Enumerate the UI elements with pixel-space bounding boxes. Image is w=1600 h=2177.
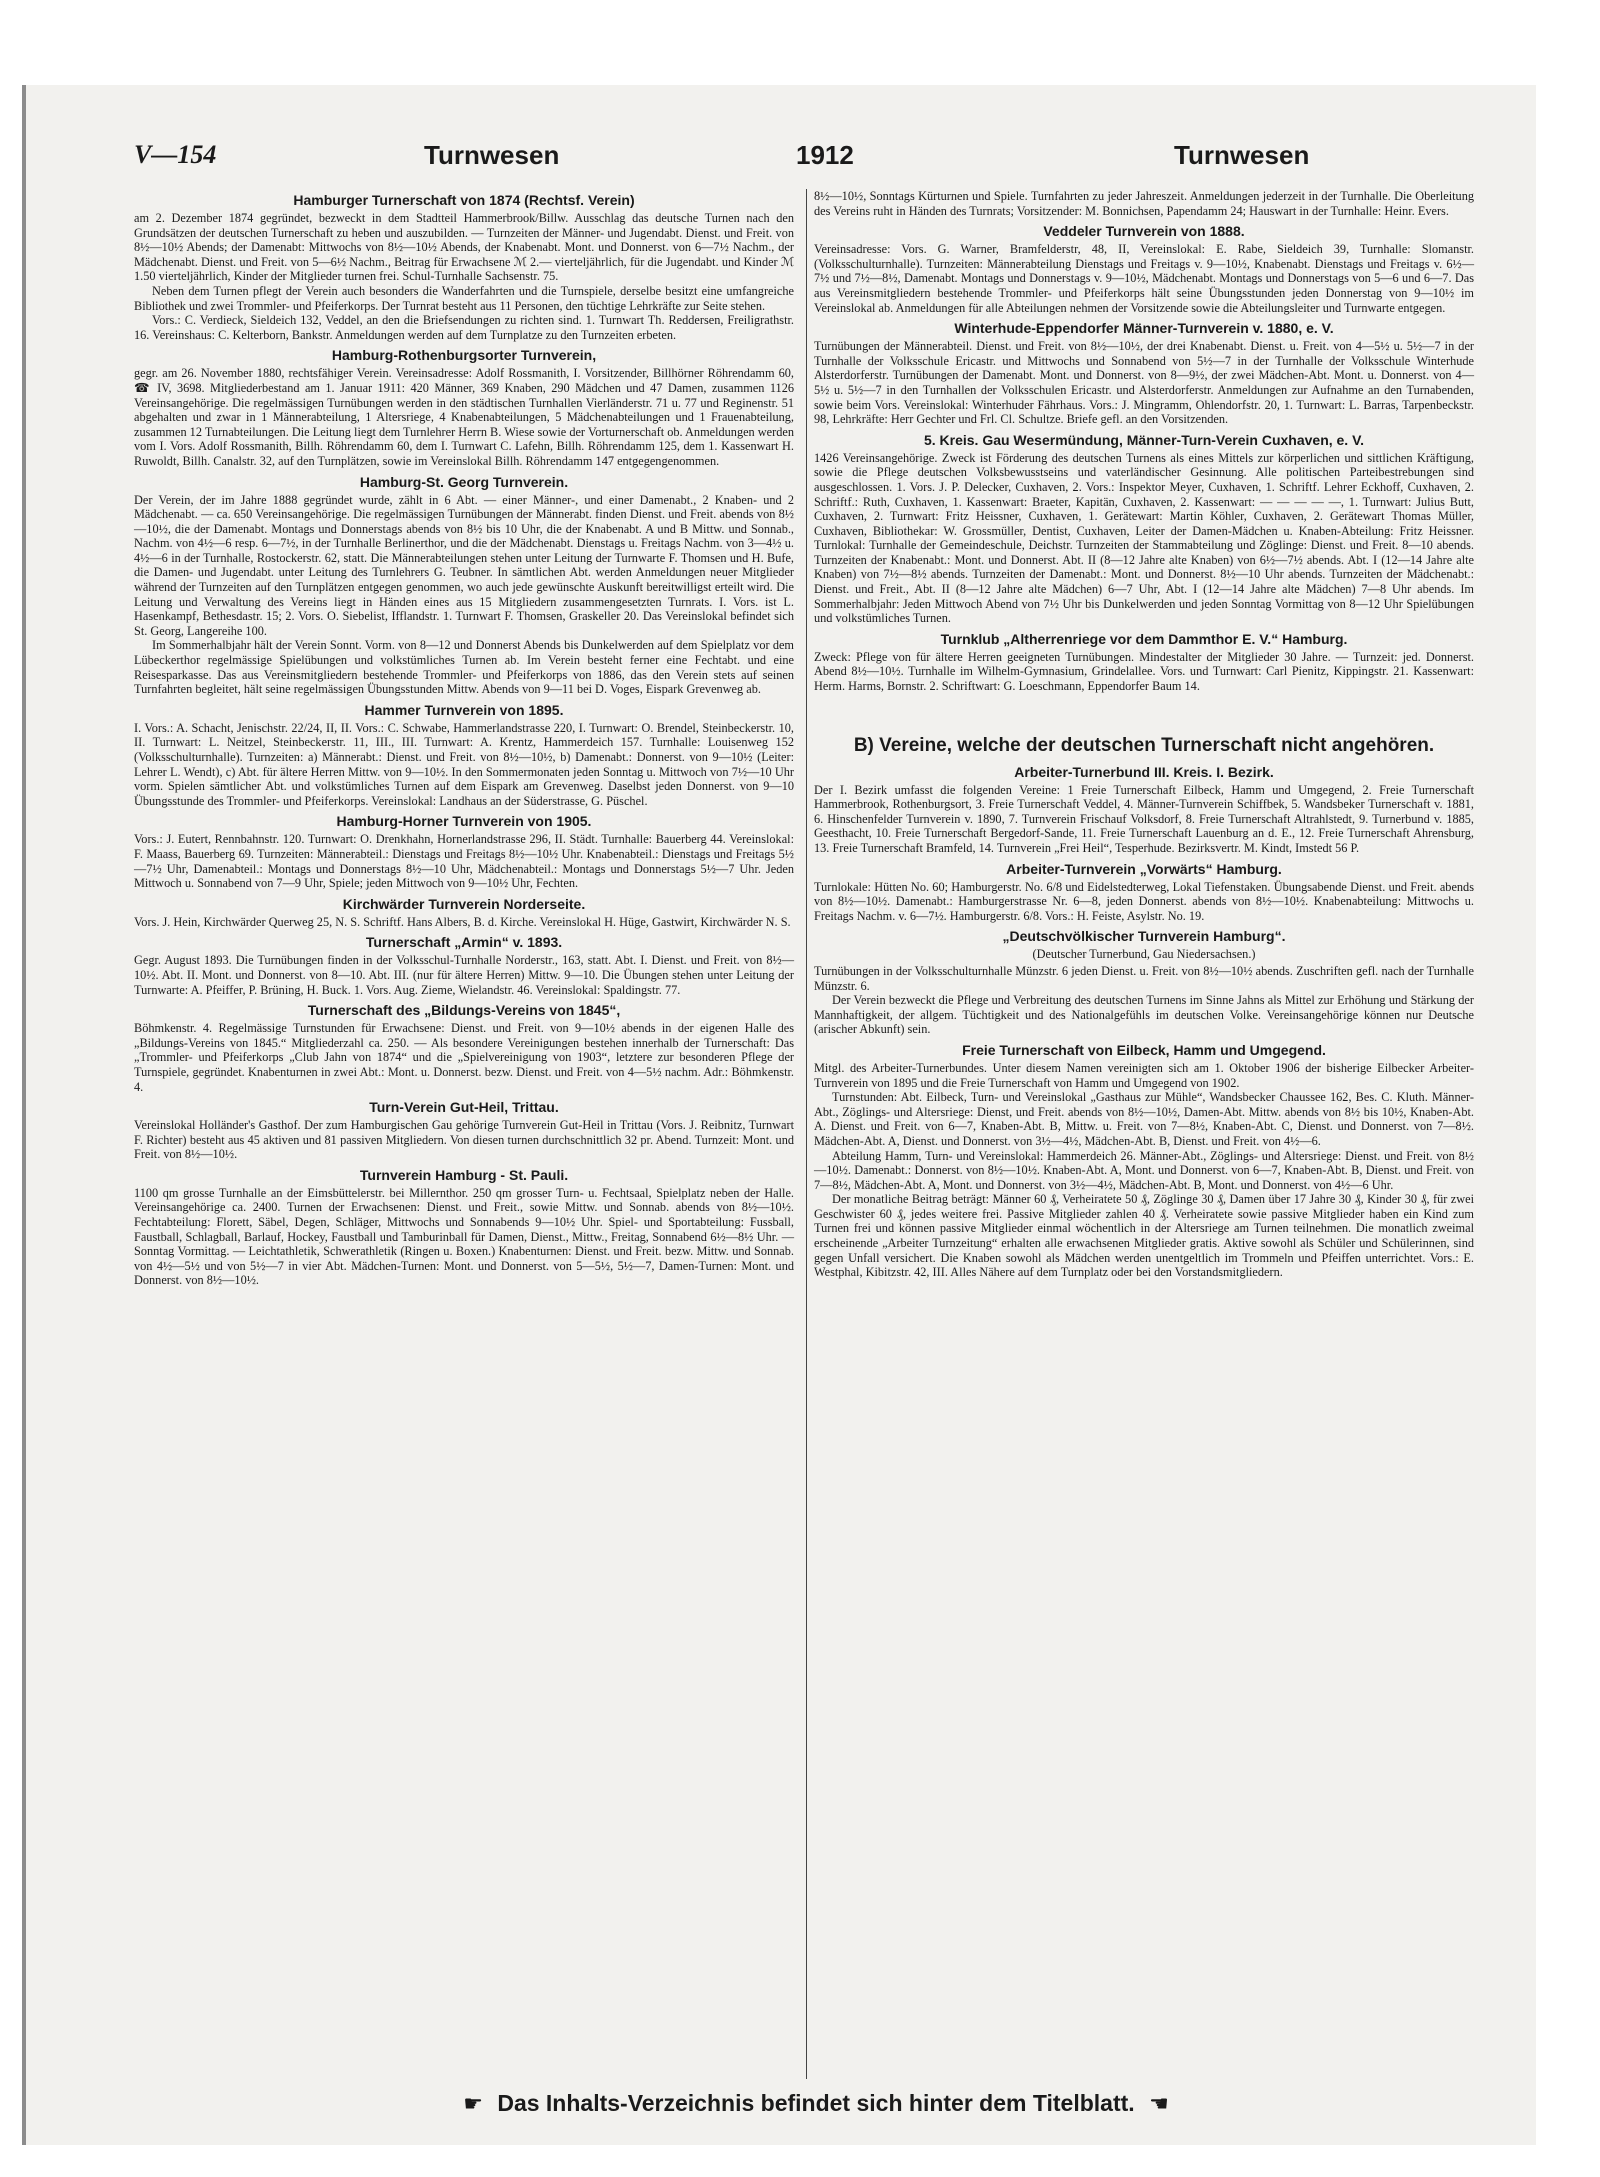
club-title: Turnerschaft des „Bildungs-Vereins von 1845“, <box>307 1002 621 1019</box>
club-paragraph: Gegr. August 1893. Die Turnübungen finden in der Volksschul-Turnhalle Norderstr., 163, statt. Abt. I. Dienst. und Freit. von 8½—10½. Abt. II. Mont. und Donnerst. von 8—10. Abt. III. (nur für ältere Herren) Mittw. 9—10. Die Übungen stehen unter Leitung der Turnwarte: A. Pfeiffer, P. Brüning, H. Buck. 1. Vors. Aug. Zieme, Wielandstr. 46. Vereinslokal: Spaldingstr. 77. <box>134 953 794 997</box>
club-title: Arbeiter-Turnverein „Vorwärts“ Hamburg. <box>1006 860 1282 877</box>
club-title: Freie Turnerschaft von Eilbeck, Hamm und Umgegend. <box>962 1041 1326 1058</box>
club-paragraph: Vors. J. Hein, Kirchwärder Querweg 25, N. S. Schriftf. Hans Albers, B. d. Kirche. Vereinslokal H. Hüge, Gastwirt, Kirchwärder N. S. <box>134 914 791 929</box>
club-paragraph: Der Verein, der im Jahre 1888 gegründet wurde, zählt in 6 Abt. — einer Männer-, und einer Damenabt., 2 Knaben- und 2 Mädchenabt. — ca. 650 Vereinsangehörige. Die regelmässigen Turnübungen der Männerabt. finden Dienst. und Freit. abends von 8½—10½, die der Damenabt. Montags und Donnerstags abends von 8½ bis 10 Uhr, die der Knabenabt. A und B Mittw. und Sonnab., Nachm. von 4½—6 resp. 6—7½, in der Turnhalle Berlinerthor, und die der Mädchenabt. Dienstags u. Freitags Nachm. von 3—4½ u. 4½—6 in der Turnhalle, Rostockerstr. 62, statt. Die Männerabteilungen stehen unter Leitung der Turnwarte F. Thomsen und H. Bufe, die Damen- und Jugendabt. unter Leitung des Turnlehrers G. Teubner. In sämtlichen Abt. werden Anmeldungen neuer Mitglieder während der Turnzeiten auf den Turnplätzen entgegen genommen, wo auch jede gewünschte Auskunft bereitwilligst erteilt wird. Die Leitung und Verwaltung des Vereins liegt in Händen eines aus 15 Mitgliedern zusammengesetzten Turnrats. I. Vors. ist L. Hasenkampf, Bethesdastr. 15; 2. Vors. O. Siebelist, Ifflandstr. 1. Turnwart F. Thomsen, Graskeller 20. Das Vereinslokal befindet sich St. Georg, Langereihe 100. <box>134 492 794 638</box>
club-title: Hammer Turnverein von 1895. <box>364 701 564 718</box>
club-entry <box>814 223 1474 315</box>
club-title: Arbeiter-Turnerbund III. Kreis. I. Bezirk. <box>1014 763 1274 780</box>
club-entry <box>134 896 794 930</box>
club-paragraph: Vereinslokal Holländer's Gasthof. Der zum Hamburgischen Gau gehörige Turnverein Gut-Heil in Trittau (Vors. J. Reibnitz, Turnwart F. Richter) besteht aus 45 aktiven und 81 passiven Mitgliedern. Von diesen turnen durchschnittlich 32 pr. Abend. Turnzeit: Mont. und Freit. von 8½—10½. <box>134 1118 794 1162</box>
club-title: Turnerschaft „Armin“ v. 1893. <box>365 934 563 951</box>
pointing-hand-icon: ☚ <box>1149 2091 1169 2116</box>
club-entry <box>814 432 1474 626</box>
club-entry <box>814 928 1474 1037</box>
club-paragraph: Abteilung Hamm, Turn- und Vereinslokal: Hammerdeich 26. Männer-Abt., Zöglings- und Altersriege: Dienst. und Freit. von 8½—10½. Damenabt.: Donnerst. von 8½—10½. Knaben-Abt. A, Mont. und Donnerst. von 6—7, Knaben-Abt. B, Dienst. und Freit. von 7—8½, Mädchen-Abt. A, Mont. und Donnerst. von 3½—4½, Mädchen-Abt. B, Mont. und Donnerst. von 4½—6 Uhr. <box>814 1148 1474 1192</box>
club-paragraph: Im Sommerhalbjahr hält der Verein Sonnt. Vorm. von 8—12 und Donnerst Abends bis Dunkelwerden auf dem Spielplatz vor dem Lübeckerthor regelmässige Spielübungen und volkstümliches Turnen ab. Im Verein besteht ferner eine Fechtabt. und eine Reisesparkasse. Das aus Vereinsmitgliedern bestehende Trommler- und Pfeiferkorps von 1886, das den Verein stets auf seinen Turnfahrten begleitet, hält seine regelmässigen Übungsstunden Mittw. Abends von 9—11 bei D. Voges, Eispark Grevenweg ab. <box>134 638 794 697</box>
club-paragraph: Mitgl. des Arbeiter-Turnerbundes. Unter diesem Namen vereinigten sich am 1. Oktober 1906 der bisherige Eilbecker Arbeiter-Turnverein von 1895 und die Freie Turnerschaft von Hamm und Umgegend von 1902. <box>814 1060 1474 1090</box>
club-paragraph: am 2. Dezember 1874 gegründet, bezweckt in dem Stadtteil Hammerbrook/Billw. Ausschlag das deutsche Turnen nach den Grundsätzen der deutschen Turnerschaft zu heben und auszubilden. — Turnzeiten der Männer- und Jugendabt. Dienst. und Freit. von 8½—10½ Abends; der Damenabt: Mittwochs von 8½—10½ Abends, der Knabenabt. Mont. und Donnerst. von 6—7½ Nachm., der Mädchenabt. Dienst. und Freit. von 5—6½ Nachm., Beitrag für Erwachsene ℳ 2.— vierteljährlich, für die Jugendabt. und Kinder ℳ 1.50 vierteljährlich, Kinder der Mitglieder turnen frei. Schul-Turnhalle Sachsenstr. 75. <box>134 211 794 284</box>
club-entry <box>814 861 1474 924</box>
club-title: Turn-Verein Gut-Heil, Trittau. <box>369 1099 559 1116</box>
club-entry <box>134 813 794 890</box>
club-paragraph: Vors.: J. Eutert, Rennbahnstr. 120. Turnwart: O. Drenkhahn, Hornerlandstrasse 296, II. Städt. Turnhalle: Bauerberg 44. Vereinslokal: F. Maass, Bauerberg 69. Turnzeiten: Männerabteil.: Dienstags und Freitags 8½—10½ Uhr. Knabenabteil.: Dienstags und Freitags 5½—7½ Uhr, Damenabteil.: Montags und Donnerstags 8½—10 Uhr, Mädchenabteil.: Montags und Donnerstags 5½—7 Uhr. Jeden Mittwoch u. Sonnabend von 7—9 Uhr, Spiele; jeden Mittwoch von 9—10½ Uhr, Fechten. <box>134 832 794 891</box>
club-subtitle: (Deutscher Turnerbund, Gau Niedersachsen.) <box>1032 947 1256 962</box>
club-paragraph: Turnübungen in der Volksschulturnhalle Münzstr. 6 jeden Dienst. u. Freit. von 8½—10½ abends. Zuschriften gefl. nach der Turnhalle Münzstr. 6. <box>814 963 1474 993</box>
year-heading: 1912 <box>796 140 854 170</box>
club-paragraph: 1100 qm grosse Turnhalle an der Eimsbüttelerstr. bei Millernthor. 250 qm grosser Turn- u. Fechtsaal, Spielplatz neben der Halle. Vereinsangehörige ca. 2400. Turnen der Erwachsenen: Dienst. und Freit., sowie Mittw. und Sonnab. abends von 8½—10½. Fechtabteilung: Florett, Säbel, Degen, Schläger, Mittwochs und Sonnabends 9—10½ Uhr. Spiel- und Sportabteilung: Fussball, Faustball, Schlagball, Barlauf, Hockey, Faustball und Tamburinball für Damen, Dienst., Mittw., Freitag, Sonnabend 6½—8½ Uhr. — Sonntag Vormittag. — Leichtathletik, Schwerathletik (Ringen u. Boxen.) Knabenturnen: Dienst. und Freit. bezw. Mittw. und Sonnab. von 4½—5½ und von 5½—7 in vier Abt. Mädchen-Turnen: Mont. und Donnerst. von 5—5½, 5½—7, Damen-Turnen: Mont. und Donnerst. von 8½—10½. <box>134 1185 794 1288</box>
club-paragraph: Zweck: Pflege von für ältere Herren geeigneten Turnübungen. Mindestalter der Mitglieder 30 Jahre. — Turnzeit: jed. Donnerst. Abend 8½—10½. Turnhalle im Wilhelm-Gymnasium, Grindelallee. Vors. und Turnwart: Carl Pienitz, Kippingstr. 21. Kassenwart: Herm. Harms, Bornstr. 2. Schriftwart: G. Loeschmann, Eppendorfer Baum 14. <box>814 649 1474 694</box>
club-entry <box>134 1002 794 1094</box>
club-title: Hamburger Turnerschaft von 1874 (Rechtsf. Verein) <box>293 192 635 208</box>
club-paragraph: Böhmkenstr. 4. Regelmässige Turnstunden für Erwachsene: Dienst. und Freit. von 9—10½ abends in der eigenen Halle des „Bildungs-Vereins von 1845.“ Mitgliederzahl ca. 250. — Als besondere Vereinigungen bestehen innerhalb der Turnerschaft: Das „Trommler- und Pfeiferkorps „Club Jahn von 1874“ und die „Spielvereinigung von 1903“, letztere zur besonderen Pflege der Turnspiele, gegründet. Knabenturnen in zwei Abt.: Mont. u. Donnerst. bezw. Dienst. und Freit. von 4—5½ nachm. Adr.: Böhmkenstr. 4. <box>134 1021 794 1094</box>
club-entry <box>814 320 1474 427</box>
club-paragraph: Der I. Bezirk umfasst die folgenden Vereine: 1 Freie Turnerschaft Eilbeck, Hamm und Umgegend, 2. Freie Turnerschaft Hammerbrook, Rothenburgsort, 3. Freie Turnerschaft Veddel, 4. Männer-Turnverein Schiffbek, 5. Wandsbeker Turnerschaft v. 1881, 6. Hinschenfelder Turnverein v. 1890, 7. Turnverein Frischauf Volksdorf, 8. Freie Turnerschaft Altrahlstedt, 9. Turnerbund v. 1885, Geesthacht, 10. Freie Turnerschaft Bergedorf-Sande, 11. Freie Turnerschaft Lauenburg an d. E., 12. Freie Turnerschaft Ahrensburg, 13. Freie Turnerschaft Bramfeld, 14. Turnverein „Frei Heil“, Tesperhude. Bezirksvertr. M. Kindt, Imstedt 56 P. <box>814 782 1474 855</box>
club-entry <box>134 934 794 997</box>
page-header <box>134 140 1494 180</box>
club-entry <box>814 764 1474 856</box>
club-paragraph: Turnübungen der Männerabteil. Dienst. und Freit. von 8½—10½, der drei Knabenabt. Dienst. u. Freit. von 4—5½ u. 5½—7 in der Turnhalle der Volksschule Ericastr. und Mittwochs und Sonnabend von 5½—7 in der Turnhalle der Volksschule Winterhude Alsterdorferstr. Turnübungen der Damenabt. Mont. und Donnerst. von 8—9½, der zwei Mädchen-Abt. Mont. u. Donnerst. von 4—5½ u. 5½—7 in den Turnhallen der Volksschulen Ericastr. und Alsterdorferstr. Anmeldungen zur Aufnahme an den Turnabenden, sowie beim Vors. Vereinslokal: Winterhuder Fährhaus. Vors.: J. Mingramm, Ohlendorfstr. 20, 1. Turnwart: L. Barras, Tarpenbeckstr. 98, Lehrkräfte: Herr Gechter und Frl. Cl. Schultze. Briefe gefl. an den Vorsitzenden. <box>814 339 1474 427</box>
club-title: Veddeler Turnverein von 1888. <box>1043 223 1245 240</box>
club-title: Hamburg-Rothenburgsorter Turnverein, <box>331 347 597 364</box>
club-entry <box>134 192 794 342</box>
page-number: V—154 <box>134 140 217 169</box>
club-title: „Deutschvölkischer Turnverein Hamburg“. <box>1002 928 1286 945</box>
left-column <box>134 189 794 1293</box>
group-b-heading: B) Vereine, welche der deutschen Turnerschaft nicht angehören. <box>853 734 1435 756</box>
right-column <box>814 189 1474 1285</box>
club-paragraph: gegr. am 26. November 1880, rechtsfähiger Verein. Vereinsadresse: Adolf Rossmanith, I. Vorsitzender, Billhörner Röhrendamm 60, ☎ IV, 3698. Mitgliederbestand am 1. Januar 1911: 420 Männer, 369 Knaben, 290 Mädchen und 47 Damen, zusammen 1126 Vereinsangehörige. Die regelmässigen Turnübungen werden in den städtischen Turnhallen Vierländerstr. 71 u. 77 und Reginenstr. 51 abgehalten und zwar in 1 Männerabteilung, 1 Altersriege, 4 Knabenabteilungen, 5 Mädchenabteilungen und 1 Frauenabteilung, zusammen 12 Turnabteilungen. Die Leitung liegt dem Turnlehrer Herrn B. Wiese sowie der Vorturnerschaft ob. Anmeldungen werden vom I. Vors. Adolf Rossmanith, Billh. Röhrendamm 60, dem I. Turnwart C. Lafehn, Billh. Röhrendamm 125, dem 1. Kassenwart H. Ruwoldt, Billh. Canalstr. 32, auf den Turnplätzen, sowie im Vereinslokal Billh. Röhrendamm 147 entgegengenommen. <box>134 366 794 468</box>
column-divider <box>806 189 807 2079</box>
club-title: Hamburg-Horner Turnverein von 1905. <box>336 813 592 830</box>
club-paragraph: Vereinsadresse: Vors. G. Warner, Bramfelderstr, 48, II, Vereinslokal: E. Rabe, Sieldeich 39, Turnhalle: Slomanstr. (Volksschulturnhalle). Turnzeiten: Männerabteilung Dienstags und Freitags v. 9—10½, Knabenabt. Dienstags und Freitags v. 6½—7½ und 7½—8½, Damenabt. Montags und Donnerstags v. 9—10½, Mädchenabt. Montags und Donnerstags von 5—6 und 6—7. Das aus Vereinsmitgliedern bestehende Trommler- und Pfeiferkorps hält seine Übungsstunden jeden Donnerstag von 9—10½ im Vereinslokal ab. Anmeldungen für alle Abteilungen nehmen der Vorsitzende sowie die Abteilungsleiter und Turnwarte entgegen. <box>814 242 1474 315</box>
footer-note <box>266 2090 1366 2126</box>
club-paragraph: Der Verein bezweckt die Pflege und Verbreitung des deutschen Turnens im Sinne Jahns als Mittel zur Erhöhung und Stärkung der Mannhaftigkeit, der allgem. Tüchtigkeit und des Nationalgefühls im deutschen Volke. Vereinsangehörige können nur Deutsche (arischer Abkunft) sein. <box>814 993 1474 1037</box>
footer-text: Das Inhalts-Verzeichnis befindet sich hinter dem Titelblatt. <box>497 2090 1135 2116</box>
pointing-hand-icon: ☛ <box>463 2091 483 2116</box>
club-title: Turnverein Hamburg - St. Pauli. <box>359 1166 569 1183</box>
club-paragraph: Vors.: C. Verdieck, Sieldeich 132, Veddel, an den die Briefsendungen zu richten sind. 1. Turnwart Th. Reddersen, Freiligrathstr. 16. Vereinshaus: C. Kelterborn, Bankstr. Anmeldungen werden auf dem Turnplatze zu den Turnzeiten erbeten. <box>134 313 794 342</box>
club-paragraph: I. Vors.: A. Schacht, Jenischstr. 22/24, II, II. Vors.: C. Schwabe, Hammerlandstrasse 220, I. Turnwart: O. Brendel, Steinbeckerstr. 10, II. Turnwart: L. Neitzel, Steinbeckerstr. 11, III., III. Turnwart: A. Krentz, Hammerdeich 157. Turnhalle: Louisenweg 152 (Volksschulturnhalle). Turnzeiten: a) Männerabt.: Dienst. und Freit. von 8½—10½, b) Damenabt.: Donnerst. von 9—10½ (Leiter: Lehrer L. Wendt), c) Abt. für ältere Herren Mittw. von 9—10½. In den Sommermonaten jeden Sonntag u. Mittwoch von 7½—10 Uhr vorm. Spielen sämtlicher Abt. und volkstümliches Turnen auf dem Eispark am Grevenweg. Daselbst jeden Donnerst. von 9—10 Übungsstunde des Trommler- und Pfeiferkorps. Vereinslokal: Landhaus an der Süderstrasse, G. Püschel. <box>134 720 794 808</box>
right-sections-b <box>814 764 1474 1280</box>
club-entry <box>814 1042 1474 1280</box>
running-title-right: Turnwesen <box>1174 140 1310 170</box>
scanned-page <box>22 85 1536 2145</box>
club-paragraph: Der monatliche Beitrag beträgt: Männer 60 ₰, Verheiratete 50 ₰, Zöglinge 30 ₰, Damen über 17 Jahre 30 ₰, Kinder 30 ₰, für zwei Geschwister 60 ₰, jedes weitere frei. Passive Mitglieder zahlen 40 ₰. Verheiratete sowie passive Mitglieder haben ein Kind zum Turnen frei und können passive Mitglieder einmal wöchentlich in der Altersriege am Turnen teilnehmen. Die monatlich zweimal erscheinende „Arbeiter Turnzeitung“ erhalten alle erwachsenen Mitglieder gratis. Aktive sowohl als Schüler und Schülerinnen, sind gegen Unfall versichert. Die Knaben sowohl als Mädchen werden unentgeltlich im Trommeln und Pfeiffen unterrichtet. Vors.: E. Westphal, Kibitzstr. 42, III. Alles Nähere auf dem Turnplatz oder bei den Vorstandsmitgliedern. <box>814 1192 1474 1280</box>
club-paragraph: 1426 Vereinsangehörige. Zweck ist Förderung des deutschen Turnens als eines Mittels zur körperlichen und sittlichen Kräftigung, sowie die Pflege deutschen Volksbewusstseins und vaterländischer Gesinnung. Alle politischen Parteibestrebungen sind ausgeschlossen. 1. Vors. J. P. Delecker, Cuxhaven, 2. Vors.: Inspektor Meyer, Cuxhaven, 1. Schriftf. Lehrer Eckhoff, Cuxhaven, 2. Schriftf.: Ruth, Cuxhaven, 1. Kassenwart: Braeter, Kapitän, Cuxhaven, 2. Kassenwart: — — — — —, 1. Turnwart: Julius Butt, Cuxhaven, 2. Turnwart: Fritz Heissner, Cuxhaven, 1. Gerätewart: Martin Köhler, Cuxhaven, 2. Gerätewart Thomas Müller, Cuxhaven, Bibliothekar: W. Grossmüller, Dentist, Cuxhaven, Leiter der Damen-Mädchen u. Knaben-Abteilung: Fritz Heissner. Turnlokal: Turnhalle der Gemeindeschule, Deichstr. Turnzeiten der Stammabteilung und Zöglinge: Dienst. und Freit. 8—10 abends. Turnzeiten der Knabenabt.: Mont. und Donnerst. Abt. II (8—12 Jahre alte Knaben) von 6½—7½ abends. Abt. I (12—14 Jahre alte Knaben) von 7½—8½ abends. Turnzeiten der Damenabt.: Mont. und Donnerst. 8½—10 Uhr abends. Turnzeiten der Mädchenabt.: Dienst. und Freit., Abt. II (8—12 Jahre alte Mädchen) 6—7 Uhr, Abt. I (12—14 Jahre alte Mädchen) 7—8 Uhr abends. Im Sommerhalbjahr: Jeden Mittwoch Abend von 7½ Uhr bis Dunkelwerden und jeden Sonntag Vormittag von 8—12 Uhr Spielübungen und volkstümliches Turnen. <box>814 450 1474 626</box>
right-sections-a <box>814 189 1474 694</box>
club-paragraph: 8½—10½, Sonntags Kürturnen und Spiele. Turnfahrten zu jeder Jahreszeit. Anmeldungen jederzeit in der Turnhalle. Die Oberleitung des Vereins ruht in Händen des Turnrats; Vorsitzender: M. Bonnichsen, Papendamm 24; Hauswart in der Turnhalle: Heinr. Evers. <box>814 189 1474 218</box>
running-title-left: Turnwesen <box>424 140 560 170</box>
club-entry <box>134 702 794 809</box>
club-paragraph: Turnstunden: Abt. Eilbeck, Turn- und Vereinslokal „Gasthaus zur Mühle“, Wandsbecker Chaussee 162, Bes. C. Kluth. Männer-Abt., Zöglings- und Altersriege: Dienst, und Freit. abends von 8½—10½, Damen-Abt. Mittw. abends von 8½ bis 10½, Knaben-Abt. A. Dienst. und Freit. von 6—7, Knaben-Abt. B, Mittw. u. Freit. von 7—8½, Knaben-Abt. C, Dienst. und Donnerst. von 7—8½. Mädchen-Abt. A, Dienst. und Donnerst. von 3½—4½, Mädchen-Abt. B, Dienst. und Freit. von 4½—6. <box>814 1090 1474 1148</box>
club-entry <box>134 1099 794 1162</box>
club-entry <box>134 347 794 468</box>
club-title: Hamburg-St. Georg Turnverein. <box>359 473 569 490</box>
club-entry <box>134 474 794 697</box>
club-title: 5. Kreis. Gau Wesermündung, Männer-Turn-Verein Cuxhaven, e. V. <box>923 431 1365 448</box>
club-title: Kirchwärder Turnverein Norderseite. <box>342 895 586 912</box>
club-entry <box>134 1167 794 1288</box>
club-entry <box>814 189 1474 218</box>
club-title: Turnklub „Altherrenriege vor dem Dammthor E. V.“ Hamburg. <box>940 630 1348 647</box>
club-entry <box>814 631 1474 694</box>
club-paragraph: Turnlokale: Hütten No. 60; Hamburgerstr. No. 6/8 und Eidelstedterweg, Lokal Tiefenstaken. Übungsabende Dienst. und Freit. abends von 8½—10½. Damenabt.: Hamburgerstrasse Nr. 6—8, jeden Donnerst. abends von 8½—10½. Knabenabteilung: Mittwochs u. Freitags Nachm. v. 6—7½. Hamburgerstr. 6/8. Vors.: H. Feiste, Asylstr. No. 19. <box>814 879 1474 923</box>
club-title: Winterhude-Eppendorfer Männer-Turnverein v. 1880, e. V. <box>954 320 1334 337</box>
club-paragraph: Neben dem Turnen pflegt der Verein auch besonders die Wanderfahrten und die Turnspiele, derselbe besitzt eine umfangreiche Bibliothek und zwei Trommler- und Pfeiferkorps. Der Turnrat besteht aus 11 Personen, den tüchtige Lehrkräfte zur Seite stehen. <box>134 283 794 313</box>
